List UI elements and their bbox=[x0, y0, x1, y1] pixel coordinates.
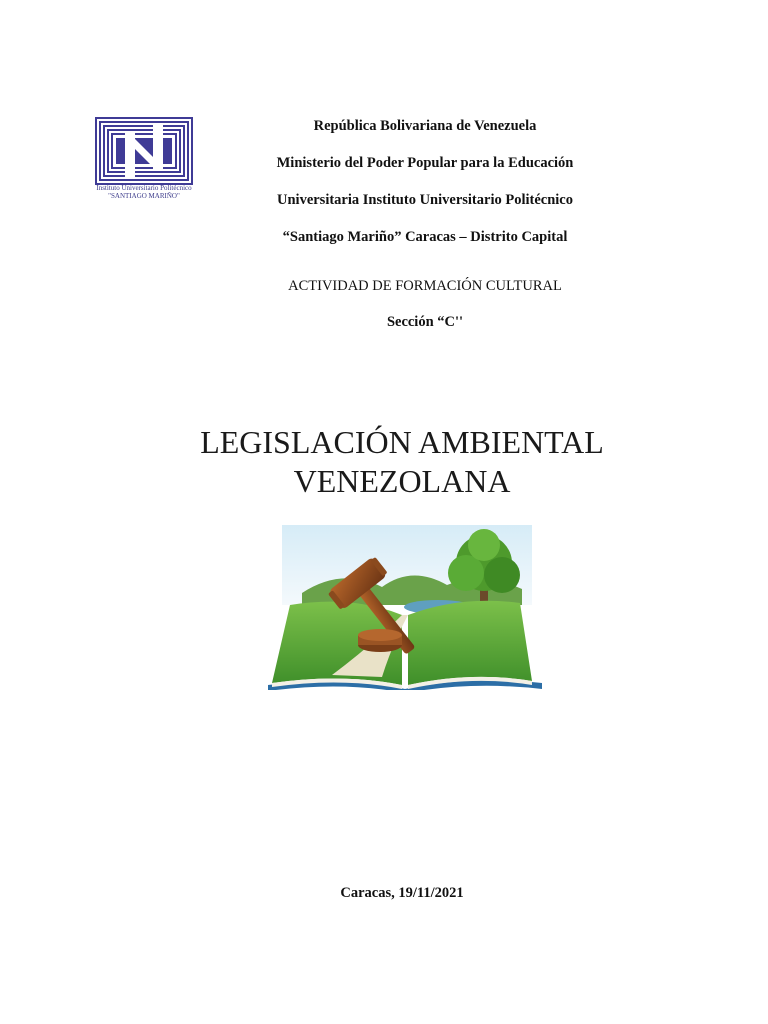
header-institute: Universitaria Instituto Universitario Politécnico bbox=[277, 192, 573, 208]
activity-name: ACTIVIDAD DE FORMACIÓN CULTURAL bbox=[288, 278, 562, 294]
document-title-line2: VENEZOLANA bbox=[293, 463, 511, 499]
header-republic: República Bolivariana de Venezuela bbox=[313, 118, 537, 134]
logo-caption-line1: Instituto Universitario Politécnico bbox=[96, 184, 192, 192]
illustration-book-gavel bbox=[262, 515, 548, 690]
institution-emblem-icon bbox=[95, 117, 193, 185]
logo-caption-line2: "SANTIAGO MARIÑO" bbox=[108, 192, 180, 200]
header-location: “Santiago Mariño” Caracas – Distrito Capital bbox=[282, 229, 568, 245]
document-title-line1: LEGISLACIÓN AMBIENTAL bbox=[200, 424, 604, 460]
header-ministry: Ministerio del Poder Popular para la Educación bbox=[276, 155, 574, 171]
open-book-gavel-landscape-icon bbox=[262, 515, 548, 690]
place-and-date: Caracas, 19/11/2021 bbox=[340, 885, 464, 901]
institution-logo bbox=[95, 117, 193, 207]
section-label: Sección “C'' bbox=[386, 314, 464, 330]
